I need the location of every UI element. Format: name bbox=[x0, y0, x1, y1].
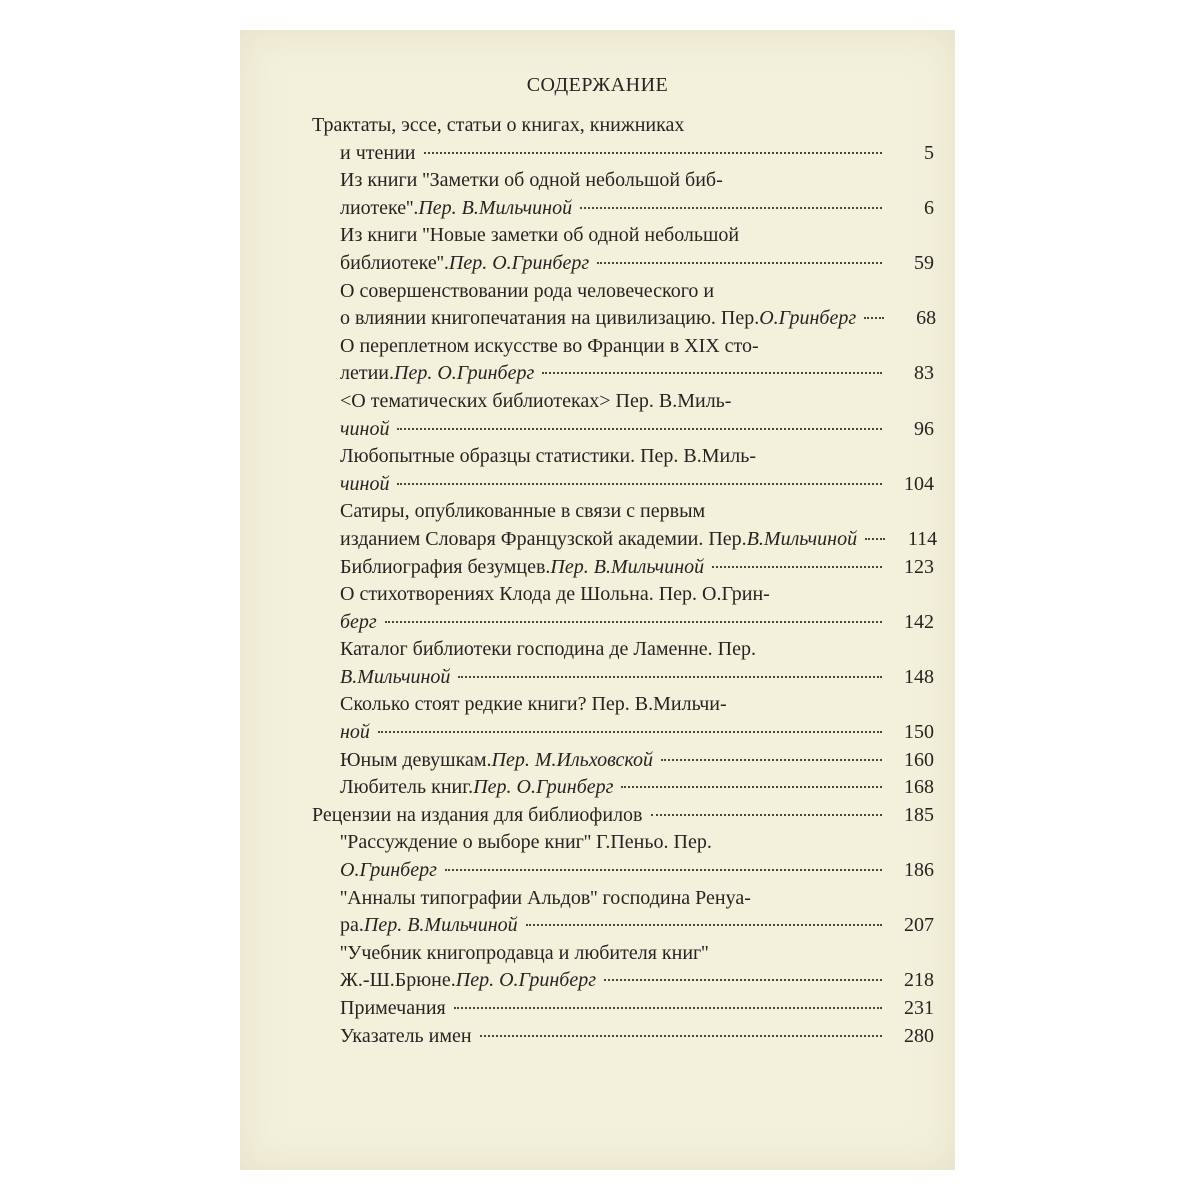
toc-entry-title: ра. bbox=[340, 914, 364, 937]
toc-entry-last-line bbox=[312, 802, 934, 830]
toc-entry-last-line bbox=[340, 416, 934, 444]
toc-entry-last-line bbox=[340, 609, 934, 637]
dot-leader bbox=[712, 566, 882, 568]
toc-entry bbox=[340, 885, 934, 940]
toc-entry bbox=[340, 829, 934, 884]
toc-entry-last-line bbox=[340, 1023, 934, 1051]
toc-entry-translator: Пер. О.Гринберг bbox=[394, 362, 535, 385]
dot-leader bbox=[397, 483, 882, 485]
toc-entry-title-line: Сатиры, опубликованные в связи с первым bbox=[340, 500, 706, 523]
toc-entry bbox=[340, 222, 934, 277]
toc-entry-page-number: 123 bbox=[904, 555, 934, 578]
toc-entry-translator: Пер. В.Мильчиной bbox=[418, 196, 573, 219]
toc-entry-title-line: Трактаты, эссе, статьи о книгах, книжниках bbox=[312, 114, 685, 136]
toc-entry-page-number: 142 bbox=[904, 610, 934, 633]
toc-entry-page-number: 59 bbox=[914, 251, 934, 274]
toc-entry-translator: В.Мильчиной bbox=[746, 527, 858, 550]
toc-entry bbox=[340, 388, 934, 443]
toc-entry-page-number: 148 bbox=[904, 665, 934, 688]
toc-entry-title-line: О переплетном искусстве во Франции в XIX сто- bbox=[340, 334, 759, 357]
dot-leader bbox=[865, 538, 885, 540]
toc-entry-translator: Пер. О.Гринберг bbox=[473, 776, 614, 799]
toc-entry bbox=[340, 498, 938, 553]
dot-leader bbox=[424, 152, 883, 154]
dot-leader bbox=[445, 869, 882, 871]
toc-entry-page-number: 5 bbox=[924, 141, 934, 164]
toc-entry-title-line: Каталог библиотеки господина де Ламенне. Пер. bbox=[340, 638, 756, 661]
toc-entry-title-line: ''Рассуждение о выборе книг'' Г.Пеньо. Пер. bbox=[340, 831, 712, 854]
toc-entry-last-line bbox=[340, 995, 934, 1023]
toc-entry-page-number: 114 bbox=[907, 527, 938, 550]
toc-entry-title: Примечания bbox=[340, 997, 446, 1019]
toc-entry-title: изданием Словаря Французской академии. Пер. bbox=[340, 527, 747, 550]
toc-entry bbox=[312, 112, 934, 167]
toc-entry-title-line: Из книги ''Новые заметки об одной небольшой bbox=[340, 224, 740, 247]
toc-entry-last-line bbox=[340, 664, 934, 692]
toc-entry-page-number: 6 bbox=[924, 196, 934, 219]
toc-entry-title: Указатель имен bbox=[340, 1024, 472, 1047]
toc-entry-translator: берг bbox=[340, 610, 377, 633]
toc-entry-title-line: Из книги ''Заметки об одной небольшой биб- bbox=[340, 169, 723, 192]
toc-entry-translator: ной bbox=[340, 721, 370, 744]
toc-entry-translator: О.Гринберг bbox=[759, 307, 857, 330]
toc-entry-title-line: ''Анналы типографии Альдов'' господина Ренуа- bbox=[340, 886, 751, 909]
toc-entry-translator: чиной bbox=[340, 472, 390, 495]
toc-entry bbox=[340, 747, 934, 775]
toc-entry-title: Юным девушкам. bbox=[340, 748, 492, 771]
dot-leader bbox=[526, 924, 882, 926]
dot-leader bbox=[864, 317, 884, 319]
toc-entry-last-line bbox=[340, 747, 934, 775]
toc-entry-page-number: 150 bbox=[904, 721, 934, 744]
toc-entry-translator: Пер. В.Мильчиной bbox=[550, 555, 705, 578]
page-title: СОДЕРЖАНИЕ bbox=[526, 74, 669, 96]
toc-entry-title: библиотеке''. bbox=[340, 251, 449, 274]
toc-entry-title: летии. bbox=[340, 362, 395, 385]
dot-leader bbox=[378, 731, 882, 733]
toc-entry-page-number: 160 bbox=[904, 748, 934, 771]
toc-entry bbox=[340, 995, 934, 1023]
toc-entry-title: Ж.-Ш.Брюне. bbox=[340, 969, 456, 992]
toc-entry-title-line: Сколько стоят редкие книги? Пер. В.Мильчи- bbox=[340, 693, 727, 716]
toc-entry-last-line bbox=[340, 526, 938, 554]
toc-entry-title-line: <О тематических библиотеках> Пер. В.Миль- bbox=[340, 389, 732, 412]
toc-entry-last-line bbox=[340, 719, 934, 747]
toc-entry-page-number: 168 bbox=[904, 776, 934, 799]
dot-leader bbox=[661, 759, 882, 761]
toc-entry-page-number: 207 bbox=[904, 914, 934, 937]
toc-entry-page-number: 231 bbox=[904, 997, 934, 1019]
dot-leader bbox=[542, 372, 882, 374]
toc-entry-page-number: 280 bbox=[904, 1024, 934, 1047]
toc-entry-page-number: 96 bbox=[914, 417, 934, 440]
toc-entry-translator: Пер. О.Гринберг bbox=[455, 969, 597, 992]
toc-entry-title: Любитель книг. bbox=[340, 776, 474, 799]
toc-entry bbox=[312, 802, 934, 830]
dot-leader bbox=[480, 1035, 882, 1037]
toc-entry-translator: О.Гринберг bbox=[340, 859, 437, 882]
toc-entry-translator: Пер. В.Мильчиной bbox=[363, 914, 518, 937]
toc-entry-title: о влиянии книгопечатания на цивилизацию. Пер. bbox=[340, 307, 760, 330]
toc-entry bbox=[340, 167, 934, 222]
dot-leader bbox=[385, 621, 882, 623]
toc-entry bbox=[340, 333, 934, 388]
toc-entry-title-line: О стихотворениях Клода де Шольна. Пер. О.Грин- bbox=[340, 583, 770, 606]
toc-entry-last-line bbox=[340, 305, 937, 333]
toc-entry-translator: В.Мильчиной bbox=[340, 665, 451, 688]
toc-entry-last-line bbox=[312, 140, 934, 168]
toc-entry-title: Библиография безумцев. bbox=[340, 555, 551, 578]
toc-entry bbox=[340, 581, 934, 636]
toc-entry-last-line bbox=[340, 195, 934, 223]
toc-entry-last-line bbox=[340, 857, 934, 885]
dot-leader bbox=[621, 786, 882, 788]
toc-entry-last-line bbox=[340, 250, 934, 278]
toc-entry-page-number: 218 bbox=[904, 969, 934, 992]
dot-leader bbox=[454, 1007, 882, 1009]
dot-leader bbox=[580, 207, 882, 209]
toc-entry bbox=[340, 774, 934, 802]
dot-leader bbox=[397, 428, 882, 430]
dot-leader bbox=[458, 676, 882, 678]
book-page bbox=[240, 30, 955, 1170]
toc-entry bbox=[340, 691, 934, 746]
toc-entry-translator: чиной bbox=[340, 417, 390, 440]
toc-entry bbox=[340, 1023, 934, 1051]
toc-entry-last-line bbox=[340, 912, 934, 940]
toc-entry bbox=[340, 636, 934, 691]
toc-entry bbox=[340, 940, 934, 995]
table-of-contents bbox=[312, 112, 938, 1050]
toc-entry-last-line bbox=[340, 554, 934, 582]
toc-entry-title-line: О совершенствовании рода человеческого и bbox=[340, 279, 715, 302]
toc-entry-last-line bbox=[340, 360, 934, 388]
toc-entry-page-number: 185 bbox=[904, 803, 934, 826]
toc-entry-translator: Пер. О.Гринберг bbox=[448, 251, 590, 274]
dot-leader bbox=[651, 814, 883, 816]
dot-leader bbox=[597, 262, 882, 264]
toc-entry-page-number: 68 bbox=[916, 307, 937, 330]
toc-entry bbox=[340, 554, 934, 582]
toc-entry-title: лиотеке''. bbox=[340, 196, 419, 219]
toc-entry-title: Рецензии на издания для библиофилов bbox=[312, 803, 643, 826]
toc-entry-page-number: 186 bbox=[904, 859, 934, 882]
toc-entry bbox=[340, 443, 934, 498]
toc-entry-page-number: 104 bbox=[904, 472, 934, 495]
toc-entry-last-line bbox=[340, 967, 934, 995]
dot-leader bbox=[604, 979, 882, 981]
toc-entry-title: и чтении bbox=[340, 141, 416, 164]
toc-entry-title-line: Любопытные образцы статистики. Пер. В.Миль- bbox=[340, 445, 756, 468]
toc-entry-translator: Пер. М.Ильховской bbox=[491, 748, 654, 771]
toc-entry-page-number: 83 bbox=[914, 362, 934, 385]
toc-entry bbox=[340, 278, 937, 333]
toc-entry-last-line bbox=[340, 471, 934, 499]
toc-entry-title-line: ''Учебник книгопродавца и любителя книг'' bbox=[340, 941, 709, 964]
toc-entry-last-line bbox=[340, 774, 934, 802]
